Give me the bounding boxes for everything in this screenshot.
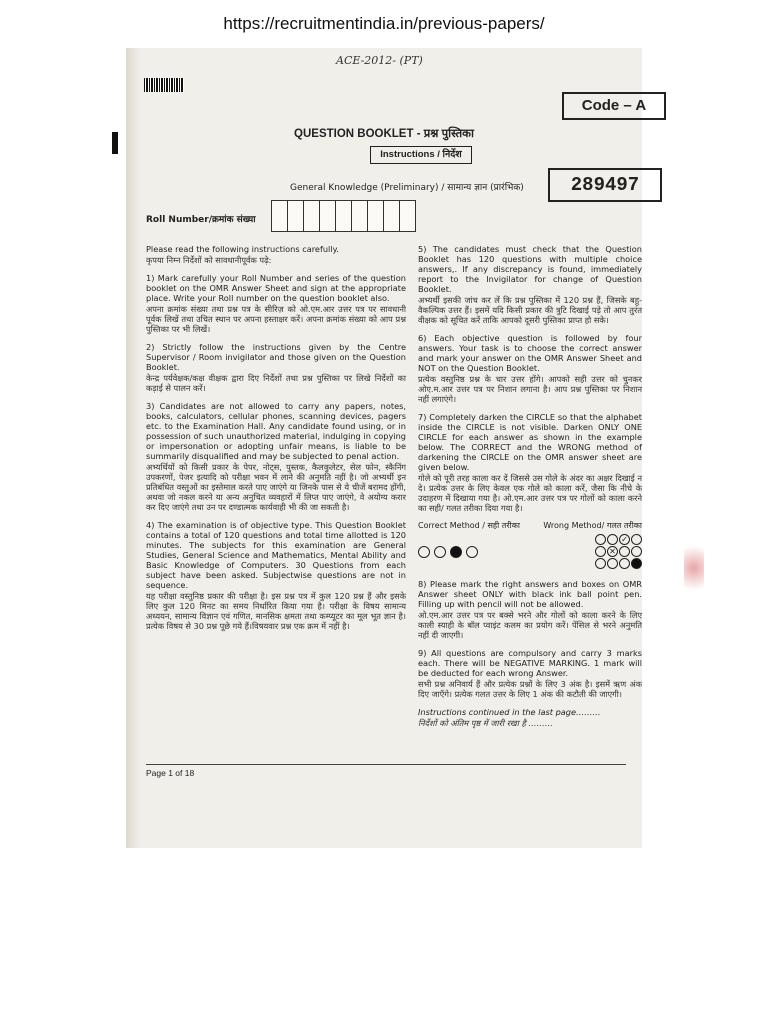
instruction-hi: प्रत्येक वस्तुनिष्ठ प्रश्न के चार उत्तर होंगे। आपको सही उत्तर को चुनकर ओए.म.आर उत्तर पत्र पर निशान लगाना है। आप प्रश्न पुस्तिका पर निशान नहीं लगाएंगे। — [418, 374, 642, 404]
instruction-item — [418, 648, 642, 699]
instruction-en: 6) Each objective question is followed by four answers. Your task is to choose the correct answer and mark your answer on the OMR Answer Sheet and NOT on the Question Booklet. — [418, 333, 642, 373]
dot-circle-icon — [631, 558, 642, 569]
empty-circle-icon — [434, 546, 446, 558]
empty-circle-icon — [631, 534, 642, 545]
instruction-hi: केन्द्र पर्यवेक्षक/कक्ष वीक्षक द्वारा दिए निर्देशों तथा प्रश्न पुस्तिका पर लिखे निर्देशों का कड़ाई से पालन करें। — [146, 373, 406, 393]
instruction-item — [418, 579, 642, 640]
omr-example — [418, 521, 642, 569]
instruction-en: 5) The candidates must check that the Question Booklet has 120 questions with multiple choice answers,. If any discrepancy is found, immediately report to the Invigilator for change of Question Booklet. — [418, 244, 642, 294]
empty-circle-icon — [595, 558, 606, 569]
instruction-item — [146, 520, 406, 631]
instruction-hi: गोले को पूरी तरह काला कर दें जिससे उस गोले के अंदर का अक्षर दिखाई न दे। प्रत्येक उत्तर के लिए केवल एक गोले को काला करें, जैसा कि नीचे के उदाहरण में दिखाया गया है। ओ.एम.आर उत्तर पत्र पर गोलों को काला करने का सही/ गलत तरीका दिया गया है। — [418, 473, 642, 513]
subject-line: General Knowledge (Preliminary) / सामान्य ज्ञान (प्रारंभिक) — [290, 183, 524, 193]
instruction-en: 9) All questions are compulsory and carry 3 marks each. There will be NEGATIVE MARKING. 1 mark will be deducted for each wrong Answer. — [418, 648, 642, 678]
intro-hi: कृपया निम्न निर्देशों को सावधानीपूर्वक पढ़े: — [146, 255, 272, 265]
empty-circle-icon — [595, 534, 606, 545]
question-booklet-page — [126, 48, 647, 848]
serial-number: 289497 — [548, 168, 662, 202]
instruction-en: 1) Mark carefully your Roll Number and series of the question booklet on the OMR Answer Sheet and sign at the appropriate place. Write your Roll number on the question booklet also. — [146, 273, 406, 303]
instruction-hi: अभ्यर्थी इसकी जांच कर लें कि प्रश्न पुस्तिका में 120 प्रश्न हैं, जिसके बहु-वैकल्पिक उत्तर हैं। इसमें यदि किसी प्रकार की त्रुटि दिखाई पड़े तो आप तुरंत वीक्षक को सूचित करें ताकि आपको दूसरी पुस्तिका प्राप्त हो सके। — [418, 295, 642, 325]
roll-number-label: Roll Number/क्रमांक संख्या — [146, 215, 256, 225]
cross-circle-icon: ✕ — [607, 546, 618, 557]
instructions-left-column — [146, 244, 406, 639]
paper-stain — [684, 538, 704, 598]
instruction-hi: सभी प्रश्न अनिवार्य हैं और प्रत्येक प्रश्नों के लिए 3 अंक है। इसमें ऋण अंक दिए जाएँगे। प्रत्येक गलत उत्तर के लिए 1 अंक की कटौती की जाएगी। — [418, 679, 642, 699]
instruction-hi: ओ.एम.आर उत्तर पत्र पर बक्से भरने और गोलों को काला करने के लिए काली स्याही के बॉल प्वाइंट कलम का प्रयोग करें। पेंसिल से भरने अनुमति नहीं दी जाएगी। — [418, 610, 642, 640]
page-number: Page 1 of 18 — [146, 768, 195, 778]
instruction-hi: अपना क्रमांक संख्या तथा प्रश्न पत्र के सीरिज़ को ओ.एम.आर उत्तर पत्र पर सावधानी पूर्वक लिखें तथा उचित स्थान पर अपना हस्ताक्षर करें। अपना क्रमांक संख्या को आप प्रश्न पुस्तिका पर भी लिखें। — [146, 304, 406, 334]
instruction-en: 8) Please mark the right answers and boxes on OMR Answer sheet ONLY with black ink ball point pen. Filling up with pencil will not be allowed. — [418, 579, 642, 609]
instruction-en: 7) Completely darken the CIRCLE so that the alphabet inside the CIRCLE is not visible. Darken ONLY ONE CIRCLE for each answer as shown in the example below. The CORRECT and the WRONG method of darkening the CIRCLE on the OMR answer sheet are given below. — [418, 412, 642, 472]
filled-circle-icon — [450, 546, 462, 558]
roll-number-boxes[interactable] — [272, 200, 416, 232]
instruction-en: 4) The examination is of objective type. This Question Booklet contains a total of 120 questions and total time allotted is 120 minutes. The subjects for this examination are General Studies, General Science and Mathematics, Mental Ability and Basic Knowledge of Computers. 30 Questions from each subject have been asked. Subjectwise questions are not in sequence. — [146, 520, 406, 590]
instruction-item — [146, 342, 406, 393]
source-url[interactable]: https://recruitmentindia.in/previous-papers/ — [223, 14, 545, 33]
roll-cell[interactable] — [367, 200, 384, 232]
roll-cell[interactable] — [383, 200, 400, 232]
roll-cell[interactable] — [287, 200, 304, 232]
instruction-hi: अभ्यर्थियों को किसी प्रकार के पेपर, नोट्स, पुस्तक, कैलकुलेटर, सेल फोन, स्कैनिंग उपकरणों, पेजर इत्यादि को परीक्षा भवन में लाने की अनुमति नहीं है। जो अभ्यर्थी इन प्रतिबंधित वस्तुओं का इस्तेमाल करते पाए जाएंगे या जिनके पास से ये चीजें बरामद होंगी, अथवा जो नकल करने या अन्य अनुचित व्यवहारों में लिप्त पाए जाएंगे, वे अयोग्य करार कर दिए जाएंगे तथा उन पर दण्डात्मक कार्यवाही भी की जा सकती है। — [146, 462, 406, 512]
correct-method-label: Correct Method / सही तरीका — [418, 521, 520, 530]
instruction-en: 3) Candidates are not allowed to carry any papers, notes, books, calculators, cellular phones, scanning devices, pagers etc. to the Examination Hall. Any candidate found using, or in possession of such unauthorized material, indulging in copying or impersonation or adopting unfair means, is liable to be summarily disqualified and may be subjected to penal action. — [146, 401, 406, 461]
empty-circle-icon — [418, 546, 430, 558]
empty-circle-icon — [631, 546, 642, 557]
handwritten-note: ACE-2012- (PT) — [336, 54, 423, 67]
instruction-item — [146, 401, 406, 512]
roll-cell[interactable] — [303, 200, 320, 232]
continued-hi: निर्देशों को अंतिम पृष्ठ में जारी रखा है ……… — [418, 718, 553, 728]
empty-circle-icon — [595, 546, 606, 557]
instruction-en: 2) Strictly follow the instructions given by the Centre Supervisor / Room invigilator and those given on the Question Booklet. — [146, 342, 406, 372]
instruction-item — [146, 273, 406, 334]
empty-circle-icon — [619, 546, 630, 557]
roll-cell[interactable] — [319, 200, 336, 232]
barcode-icon — [144, 78, 184, 92]
continued-note — [418, 707, 642, 728]
instruction-item — [418, 244, 642, 325]
instruction-item — [418, 333, 642, 404]
wrong-method-label: Wrong Method/ गलत तरीका — [543, 521, 642, 530]
correct-example — [418, 534, 478, 569]
continued-en: Instructions continued in the last page……… — [418, 707, 601, 717]
instructions-right-column — [418, 244, 642, 736]
empty-circle-icon — [466, 546, 478, 558]
intro — [146, 244, 406, 265]
instruction-hi: यह परीक्षा वस्तुनिष्ठ प्रकार की परीक्षा है। इस प्रश्न पत्र में कुल 120 प्रश्न हैं और इसके लिए कुल 120 मिनट का समय निर्धारित किया गया है। परीक्षा के विषय सामान्य अध्ययन, सामान्य विज्ञान एवं गणित, मानसिक क्षमता तथा कम्प्यूटर का मूल भूत ज्ञान है। प्रत्येक विषय से 30 प्रश्न पूछे गये हैं।विषयवार प्रश्न एक क्रम में नहीं है। — [146, 591, 406, 631]
check-circle-icon: ✓ — [619, 534, 630, 545]
roll-cell[interactable] — [335, 200, 352, 232]
empty-circle-icon — [619, 558, 630, 569]
intro-en: Please read the following instructions carefully. — [146, 244, 339, 254]
footer-divider — [146, 764, 626, 765]
instructions-label: Instructions / निर्देश — [370, 146, 472, 164]
wrong-example — [595, 534, 642, 569]
instruction-item — [418, 412, 642, 513]
registration-mark — [112, 132, 118, 154]
roll-cell[interactable] — [271, 200, 288, 232]
roll-cell[interactable] — [351, 200, 368, 232]
page-title: QUESTION BOOKLET - प्रश्न पुस्तिका — [294, 128, 474, 140]
empty-circle-icon — [607, 558, 618, 569]
code-label: Code – A — [562, 92, 666, 120]
empty-circle-icon — [607, 534, 618, 545]
roll-cell[interactable] — [399, 200, 416, 232]
